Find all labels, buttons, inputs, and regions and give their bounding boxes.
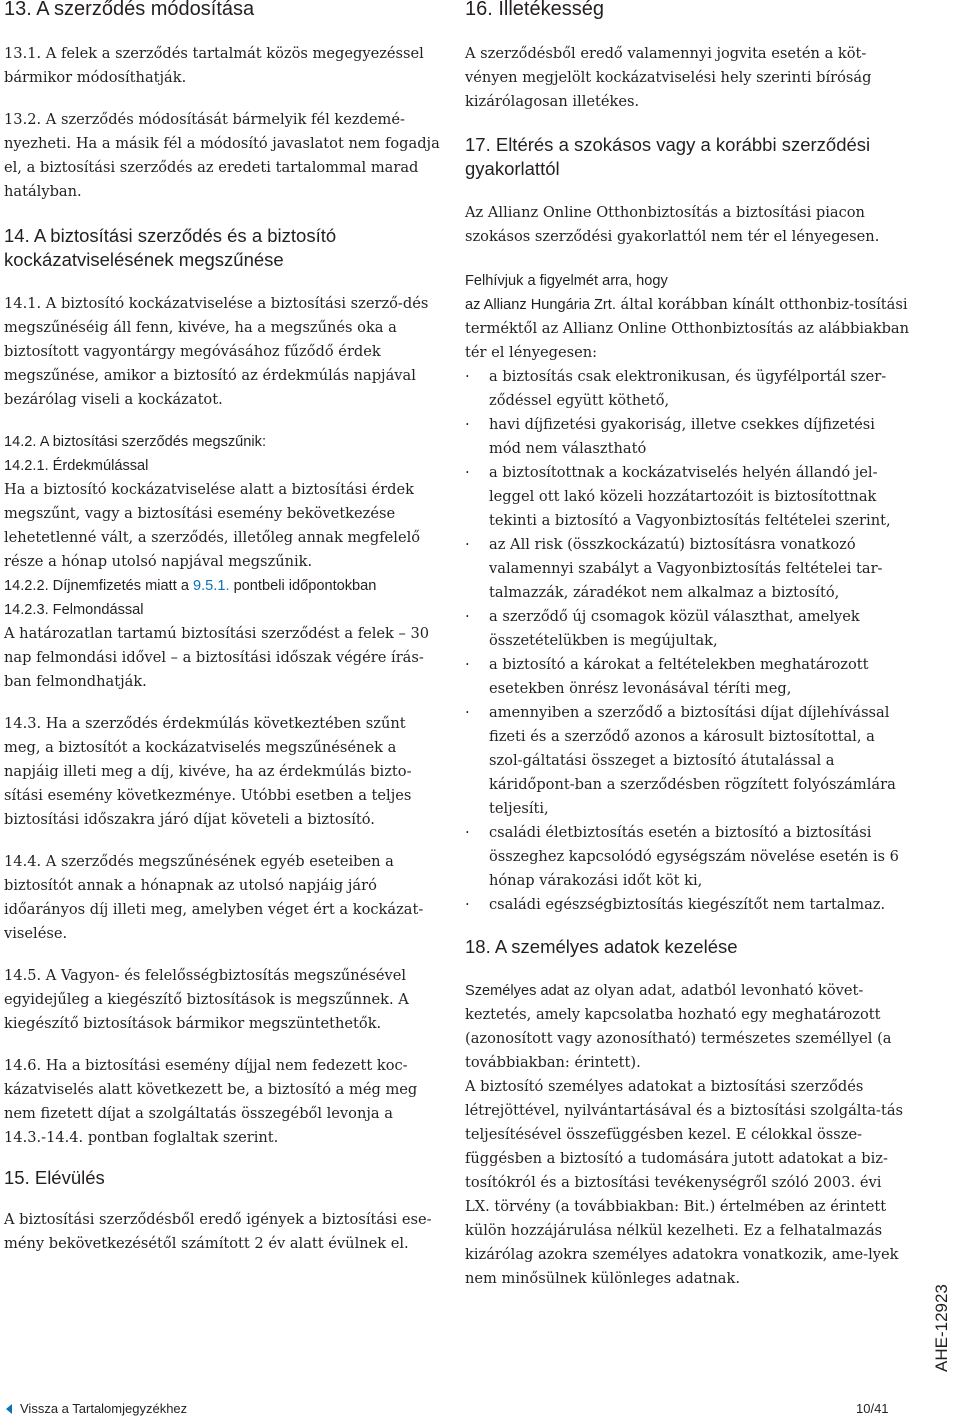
list-item: · a biztosító a károkat a feltételekben meghatározott esetekben önrész levonásával téríti meg, [465, 653, 910, 701]
subheading-14-2-1: 14.2.1. Érdekmúlással [4, 458, 149, 474]
para-14-3: 14.3. Ha a szerződés érdekmúlás következtében szűnt meg, a biztosítót a kockázatviselés megszűnésének a napjáig illeti meg a díj, kivéve, ha az érdekmúlás bizto-sítási esemény következménye. Utóbbi esetben a teljes biztosítási időszakra járó díjat követeli a biztosító. [4, 715, 412, 828]
right-column [465, 0, 910, 1291]
section-18-heading: 18. A személyes adatok kezelése [465, 936, 738, 957]
section-17-heading [465, 133, 910, 181]
section-14-heading [4, 224, 446, 272]
section-17-heading-line2: gyakorlattól [465, 158, 560, 179]
para-17-intro [465, 293, 910, 365]
list-item: · havi díjfizetési gyakoriság, illetve csekkes díjfizetési mód nem választható [465, 413, 910, 461]
para-14-2-1: Ha a biztosító kockázatviselése alatt a biztosítási érdek megszűnt, vagy a biztosítási esemény bekövetkezése lehetetlenné vált, a szerződés, illetőleg annak megfelelő része a hónap utolsó napjával megszűnik. [4, 481, 421, 570]
page-footer [0, 1400, 960, 1421]
left-column [4, 0, 446, 1256]
difference-list [465, 365, 910, 917]
para-15: A biztosítási szerződésből eredő igények a biztosítási ese-mény bekövetkezésétől számított 2 év alatt évülnek el. [4, 1211, 432, 1252]
para-14-5: 14.5. A Vagyon- és felelősségbiztosítás megszűnésével egyidejűleg a kiegészítő biztosítások is megszűnnek. A kiegészítő biztosítások bármikor megszüntethetők. [4, 967, 409, 1032]
para-18-definition [465, 979, 910, 1075]
section-17-heading-line1: 17. Eltérés a szokásos vagy a korábbi szerződési [465, 134, 871, 155]
list-item: · a szerződő új csomagok közül választhat, amelyek összetételükben is megújultak, [465, 605, 910, 653]
list-item: · családi életbiztosítás esetén a biztosító a biztosítási összeghez kapcsolódó egységszám növelése esetén is 6 hónap várakozási időt köt ki, [465, 821, 910, 893]
para-18-term: Személyes adat [465, 983, 569, 999]
para-17-intro-company: az Allianz Hungária Zrt. [465, 297, 616, 313]
list-item: · a biztosítás csak elektronikusan, és ügyfélportál szer-ződéssel együtt köthető, [465, 365, 910, 413]
para-14-1: 14.1. A biztosító kockázatviselése a biztosítási szerző-dés megszűnéséig áll fenn, kivéve, ha a megszűnés oka a biztosított vagyontárgy megóvásához fűződő érdek megszűnése, amikor a biztosító az érdekmúlás napjával bezárólag viseli a kockázatot. [4, 295, 429, 408]
para-14-2-3: A határozatlan tartamú biztosítási szerződést a felek – 30 nap felmondási idővel – a biztosítási időszak végére írás-ban felmondhatják. [4, 625, 430, 690]
para-13-1: 13.1. A felek a szerződés tartalmát közös megegyezéssel bármikor módosíthatják. [4, 45, 424, 86]
para-17-intro-text: által korábban kínált otthonbiz-tosítási terméktől az Allianz Online Otthonbiztosítás az alábbiakban tér el lényegesen: [465, 296, 910, 361]
link-9-5-1[interactable]: 9.5.1. [193, 578, 230, 594]
list-item: · a biztosítottnak a kockázatviselés helyén állandó jel-leggel ott lakó közeli hozzátartozóit is biztosítottnak tekinti a biztosító a Vagyonbiztosítás feltételei szerint, [465, 461, 910, 533]
document-code: AHE-12923 [932, 1284, 951, 1372]
subheading-14-2-3: 14.2.3. Felmondással [4, 602, 144, 618]
section-15-heading: 15. Elévülés [4, 1167, 105, 1188]
section-16-heading: 16. Illetékesség [465, 0, 604, 20]
attention-label: Felhívjuk a figyelmét arra, hogy [465, 273, 668, 289]
page-number: 10/41 [856, 1401, 889, 1416]
para-14-6: 14.6. Ha a biztosítási esemény díjjal nem fedezett koc-kázatviselés alatt következett be, a biztosító a még meg nem fizetett díjat a szolgáltatás összegéből levonja a 14.3.-14.4. pontban foglaltak szerint. [4, 1057, 418, 1146]
back-to-contents-label: Vissza a Tartalomjegyzékhez [20, 1401, 188, 1416]
triangle-left-icon [6, 1404, 12, 1414]
back-to-contents-link[interactable] [6, 1401, 187, 1416]
list-item: · az All risk (összkockázatú) biztosításra vonatkozó valamennyi szabályt a Vagyonbiztosítás feltételei tar-talmazzák, záradékot nem alkalmaz a biztosító, [465, 533, 910, 605]
section-14-heading-line2: kockázatviselésének megszűnése [4, 249, 284, 270]
para-18-processing: A biztosító személyes adatokat a biztosítási szerződés létrejöttével, nyilvántartásával és a biztosítási szolgálta-tás teljesítésével összefüggésben kezel. E célokkal össze-függésben a biztosító a tudomására jutott adatokat a biz-tosítókról és a biztosítási tevékenységről szóló 2003. évi LX. törvény (a továbbiakban: Bit.) értelmében az érintett külön hozzájárulása nélkül kezelheti. Ez a felhatalmazás kizárólag azokra személyes adatokra vonatkozik, ame-lyek nem minősülnek különleges adatnak. [465, 1078, 904, 1287]
para-17: Az Allianz Online Otthonbiztosítás a biztosítási piacon szokásos szerződési gyakorlattól nem tér el lényegesen. [465, 204, 880, 245]
subheading-14-2: 14.2. A biztosítási szerződés megszűnik: [4, 434, 267, 450]
para-13-2: 13.2. A szerződés módosítását bármelyik fél kezdemé-nyezheti. Ha a másik fél a módosító javaslatot nem fogadja el, a biztosítási szerződés az eredeti tartalommal marad hatályban. [4, 111, 440, 200]
subheading-14-2-2 [4, 574, 446, 598]
section-14-heading-line1: 14. A biztosítási szerződés és a biztosító [4, 225, 337, 246]
para-18-definition-text: az olyan adat, adatból levonható követ-keztetés, amely kapcsolatba hozható egy meghatározott (azonosított vagy azonosítható) természetes személlyel (a továbbiakban: érintett). [465, 982, 892, 1071]
para-16: A szerződésből eredő valamennyi jogvita esetén a köt-vényen megjelölt kockázatviselési hely szerinti bíróság kizárólagosan illetékes. [465, 45, 872, 110]
list-item: · amennyiben a szerződő a biztosítási díjat díjlehívással fizeti és a szerződő azonos a károsult biztosítottal, a szol-gáltatási összeget a biztosító átutalással a káridőpont-ban a szerződésben rögzített folyószámlára teljesíti, [465, 701, 910, 821]
list-item: · családi egészségbiztosítás kiegészítőt nem tartalmaz. [465, 893, 910, 917]
para-14-4: 14.4. A szerződés megszűnésének egyéb eseteiben a biztosítót annak a hónapnak az utolsó napjáig járó időarányos díj illeti meg, amelyben véget ért a kockázat-viselése. [4, 853, 424, 942]
subheading-14-2-2-rest: pontbeli időpontokban [229, 578, 377, 594]
subheading-14-2-2-text: 14.2.2. Díjnemfizetés miatt a [4, 578, 193, 594]
section-13-heading: 13. A szerződés módosítása [4, 0, 255, 20]
